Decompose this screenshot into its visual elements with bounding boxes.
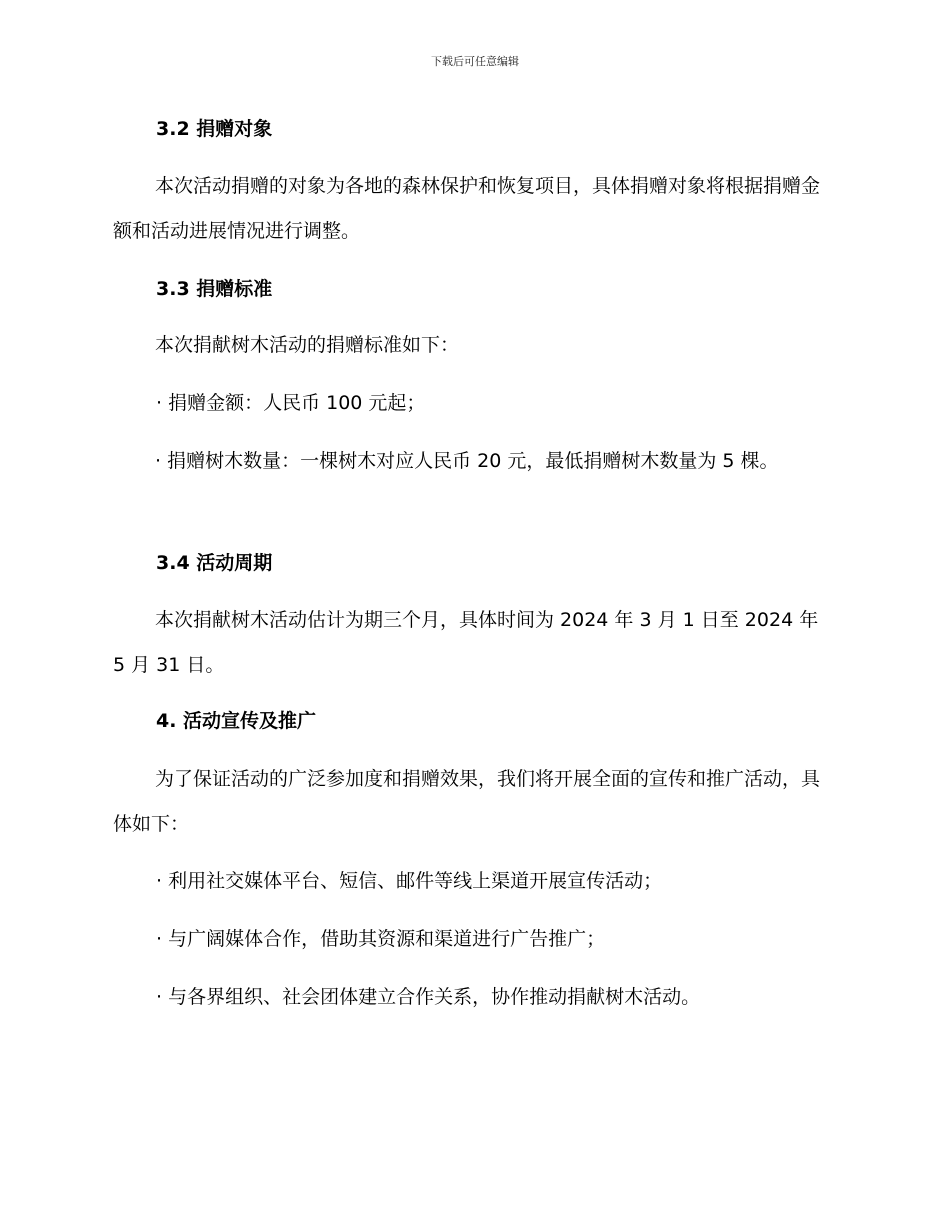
page-header-note: 下载后可任意编辑 — [431, 55, 519, 68]
section-3-3-intro: 本次捐献树木活动的捐赠标准如下： — [155, 334, 460, 356]
list-item: · 捐赠树木数量：一棵树木对应人民币 20 元，最低捐赠树木数量为 5 棵。 — [155, 450, 779, 472]
section-heading-3-4: 3.4 活动周期 — [156, 552, 273, 574]
list-item: · 捐赠金额：人民币 100 元起； — [156, 392, 426, 414]
section-3-2-paragraph: 本次活动捐赠的对象为各地的森林保护和恢复项目，具体捐赠对象将根据捐赠金额和活动进展情况进行调整。 — [113, 175, 821, 242]
section-3-4-paragraph: 本次捐献树木活动估计为期三个月，具体时间为 2024 年 3 月 1 日至 2024 年 5 月 31 日。 — [113, 609, 819, 676]
section-heading-4: 4. 活动宣传及推广 — [156, 710, 317, 732]
list-item: · 与各界组织、社会团体建立合作关系，协作推动捐献树木活动。 — [156, 986, 701, 1008]
list-item: · 利用社交媒体平台、短信、邮件等线上渠道开展宣传活动； — [156, 870, 663, 892]
section-heading-3-2: 3.2 捐赠对象 — [156, 118, 273, 140]
section-4-intro: 为了保证活动的广泛参加度和捐赠效果，我们将开展全面的宣传和推广活动，具体如下： — [113, 768, 821, 835]
list-item: · 与广阔媒体合作，借助其资源和渠道进行广告推广； — [156, 928, 606, 950]
section-heading-3-3: 3.3 捐赠标准 — [156, 278, 273, 300]
